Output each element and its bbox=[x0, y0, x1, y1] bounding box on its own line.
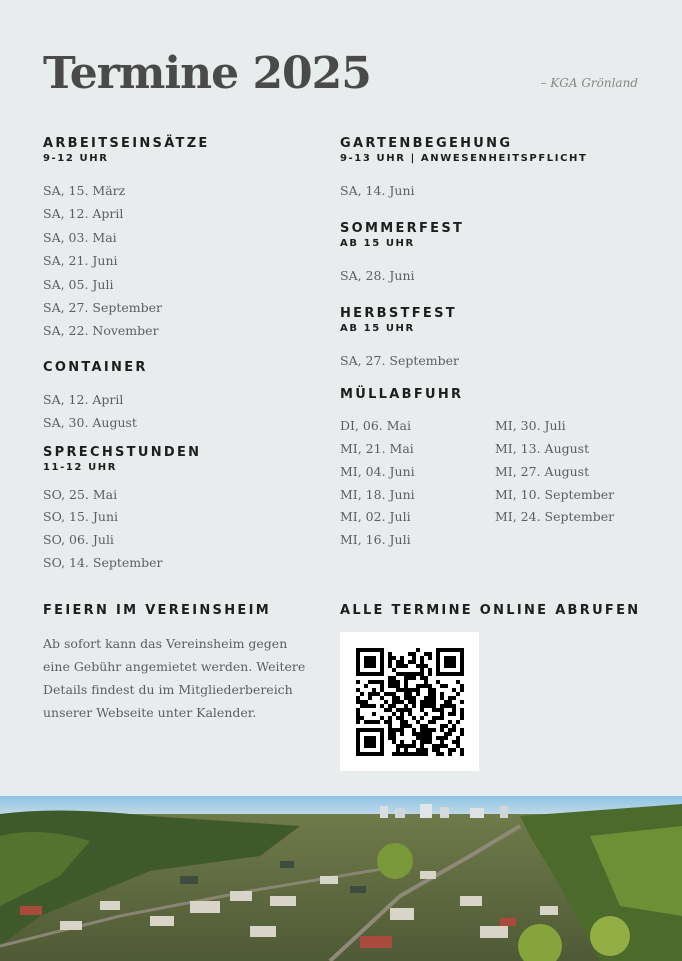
section-heading: GARTENBEGEHUNG bbox=[340, 136, 513, 151]
section-time: 9-12 UHR bbox=[43, 153, 109, 164]
section-heading: ARBEITSEINSÄTZE bbox=[43, 136, 210, 151]
right-column bbox=[340, 136, 660, 552]
left-column bbox=[43, 136, 323, 575]
date-item: MI, 18. Juni bbox=[340, 486, 415, 502]
section-heading: ALLE TERMINE ONLINE ABRUFEN bbox=[340, 603, 641, 618]
qr-code-icon[interactable] bbox=[340, 632, 479, 771]
date-item: SO, 25. Mai bbox=[43, 486, 118, 502]
date-item: MI, 16. Juli bbox=[340, 532, 411, 548]
section-heading: MÜLLABFUHR bbox=[340, 387, 464, 403]
date-list bbox=[340, 349, 660, 372]
date-item: SA, 12. April bbox=[43, 206, 124, 222]
date-item: MI, 04. Juni bbox=[340, 463, 415, 479]
date-column bbox=[495, 415, 650, 552]
date-item: SA, 22. November bbox=[43, 323, 159, 339]
section-heading: HERBSTFEST bbox=[340, 305, 457, 321]
date-item: DI, 06. Mai bbox=[340, 418, 412, 434]
section-heading: FEIERN IM VEREINSHEIM bbox=[43, 603, 271, 618]
date-list bbox=[340, 264, 660, 287]
date-item: SA, 15. März bbox=[43, 183, 126, 198]
section-arbeitseinsaetze bbox=[43, 136, 323, 343]
date-item: SA, 30. August bbox=[43, 415, 137, 431]
date-item: MI, 21. Mai bbox=[340, 441, 414, 457]
section-heading: SPRECHSTUNDEN bbox=[43, 444, 202, 460]
section-heading: CONTAINER bbox=[43, 359, 148, 375]
date-item: MI, 24. September bbox=[495, 509, 615, 525]
feiern-text: Ab sofort kann das Vereinsheim gegen eine Gebühr angemietet werden. Weitere Details findest du im Mitgliederbereich unserer Webseite unter Kalender. bbox=[43, 636, 306, 720]
date-item: SA, 05. Juli bbox=[43, 276, 114, 292]
date-item: MI, 30. Juli bbox=[495, 418, 566, 434]
section-muellabfuhr bbox=[340, 387, 660, 552]
date-item: SA, 28. Juni bbox=[340, 268, 415, 284]
section-herbstfest bbox=[340, 306, 660, 372]
date-item: SO, 15. Juni bbox=[43, 509, 118, 525]
date-item: SA, 03. Mai bbox=[43, 229, 117, 245]
section-sommerfest bbox=[340, 221, 660, 287]
aerial-photo bbox=[0, 796, 682, 961]
aerial-photo-graphic bbox=[0, 796, 682, 961]
date-item: SA, 27. September bbox=[340, 352, 460, 368]
section-time: AB 15 UHR bbox=[340, 322, 415, 334]
date-item: MI, 10. September bbox=[495, 486, 615, 502]
date-list bbox=[340, 179, 660, 202]
date-item: SO, 14. September bbox=[43, 555, 163, 571]
section-gartenbegehung bbox=[340, 136, 660, 202]
section-time: AB 15 UHR bbox=[340, 238, 415, 250]
date-item: SO, 06. Juli bbox=[43, 532, 114, 548]
section-feiern bbox=[43, 603, 313, 724]
section-sprechstunden bbox=[43, 445, 323, 575]
date-item: SA, 12. April bbox=[43, 391, 124, 407]
date-list bbox=[43, 388, 323, 435]
date-item: SA, 27. September bbox=[43, 300, 163, 316]
date-item: MI, 13. August bbox=[495, 441, 590, 457]
date-grid bbox=[340, 415, 660, 552]
page-title: Termine 2025 bbox=[43, 48, 371, 99]
date-column bbox=[340, 415, 495, 552]
section-online bbox=[340, 603, 640, 771]
date-item: SA, 21. Juni bbox=[43, 253, 118, 269]
organization-name: – KGA Grönland bbox=[540, 76, 638, 90]
date-item: SA, 14. Juni bbox=[340, 183, 415, 198]
date-list bbox=[43, 484, 323, 575]
section-time: 9-13 UHR | ANWESENHEITSPFLICHT bbox=[340, 153, 588, 164]
qr-code-graphic bbox=[356, 648, 464, 756]
section-heading: SOMMERFEST bbox=[340, 221, 465, 237]
date-item: MI, 02. Juli bbox=[340, 509, 411, 525]
date-item: MI, 27. August bbox=[495, 463, 590, 479]
section-container bbox=[43, 360, 323, 435]
date-list bbox=[43, 179, 323, 343]
section-time: 11-12 UHR bbox=[43, 461, 118, 473]
